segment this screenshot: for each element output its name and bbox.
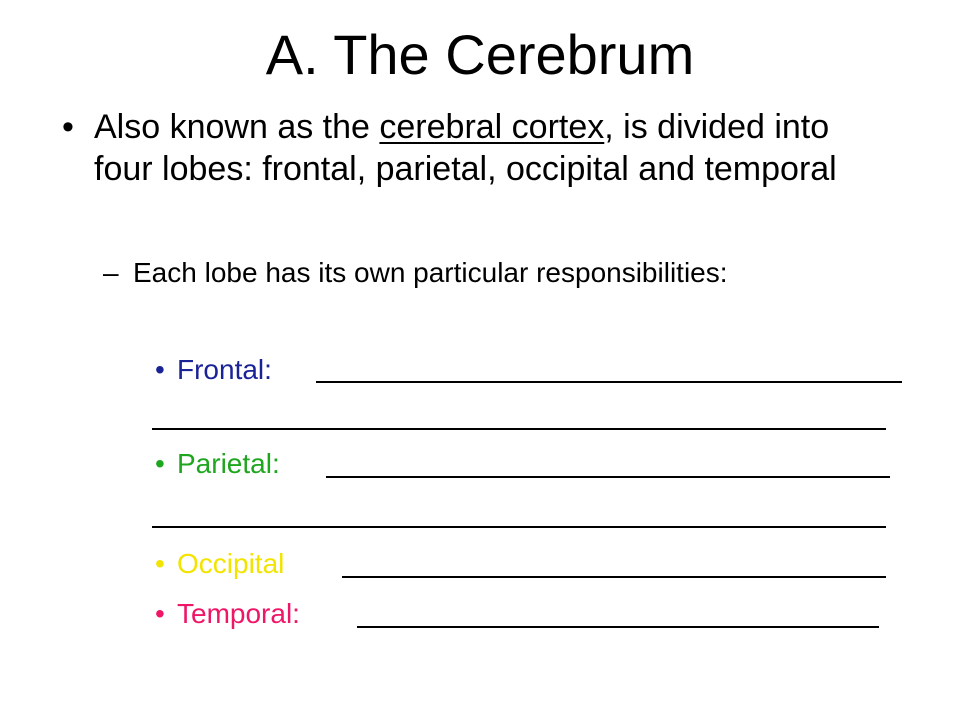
lobe-label-frontal: Frontal: [177, 354, 272, 385]
fill-in-blank-line [152, 428, 886, 430]
bullet-dot: • [62, 108, 74, 146]
fill-in-blank-line [357, 626, 879, 628]
main-bullet-text-after: , is divided into four lobes: frontal, parietal, occipital and temporal [94, 108, 837, 188]
lobe-label-occipital: Occipital [177, 548, 285, 579]
underlined-term: cerebral cortex [379, 108, 605, 146]
fill-in-blank-line [342, 576, 886, 578]
lobe-label-parietal: Parietal: [177, 448, 280, 479]
bullet-dot: • [155, 548, 165, 579]
sub-bullet-text: Each lobe has its own particular responsibilities: [133, 257, 728, 288]
main-bullet-text-before: Also known as the [94, 108, 380, 146]
main-bullet-text [94, 106, 894, 190]
fill-in-blank-line [152, 526, 886, 528]
bullet-dot: • [155, 354, 165, 385]
bullet-dot: • [155, 598, 165, 629]
dash-bullet: – [103, 257, 119, 288]
lobe-label-temporal: Temporal: [177, 598, 300, 629]
fill-in-blank-line [316, 381, 902, 383]
bullet-dot: • [155, 448, 165, 479]
slide-title: A. The Cerebrum [265, 23, 695, 86]
fill-in-blank-line [326, 476, 890, 478]
